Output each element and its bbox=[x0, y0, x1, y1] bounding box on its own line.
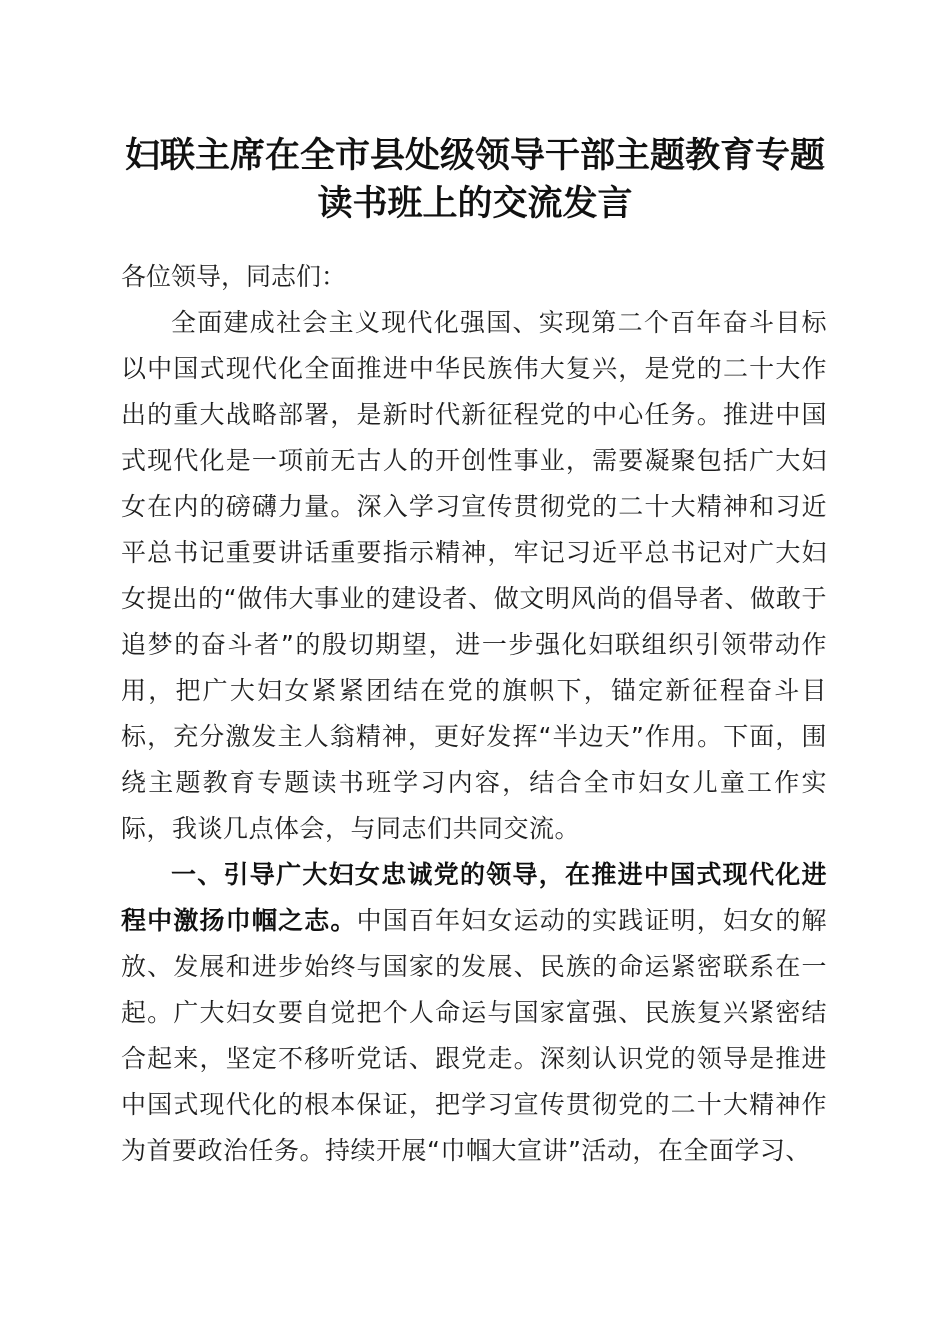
document-body bbox=[121, 254, 827, 1174]
section-1-paragraph bbox=[121, 852, 827, 1174]
intro-paragraph: 全面建成社会主义现代化强国、实现第二个百年奋斗目标以中国式现代化全面推进中华民族伟大复兴，是党的二十大作出的重大战略部署，是新时代新征程党的中心任务。推进中国式现代化是一项前无古人的开创性事业，需要凝聚包括广大妇女在内的磅礴力量。深入学习宣传贯彻党的二十大精神和习近平总书记重要讲话重要指示精神，牢记习近平总书记对广大妇女提出的“做伟大事业的建设者、做文明风尚的倡导者、做敢于追梦的奋斗者”的殷切期望，进一步强化妇联组织引领带动作用，把广大妇女紧紧团结在党的旗帜下，锚定新征程奋斗目标，充分激发主人翁精神，更好发挥“半边天”作用。下面，围绕主题教育专题读书班学习内容，结合全市妇女儿童工作实际，我谈几点体会，与同志们共同交流。 bbox=[121, 308, 827, 843]
section-1-text: 中国百年妇女运动的实践证明，妇女的解放、发展和进步始终与国家的发展、民族的命运紧密联系在一起。广大妇女要自觉把个人命运与国家富强、民族复兴紧密结合起来，坚定不移听党话、跟党走。深刻认识党的领导是推进中国式现代化的根本保证，把学习宣传贯彻党的二十大精神作为首要政治任务。持续开展“巾帼大宣讲”活动，在全面学习、 bbox=[121, 906, 827, 1165]
greeting: 各位领导，同志们： bbox=[121, 262, 347, 291]
title-line-2: 读书班上的交流发言 bbox=[317, 183, 633, 224]
document-title bbox=[90, 132, 860, 228]
title-line-1: 妇联主席在全市县处级领导干部主题教育专题 bbox=[124, 135, 825, 176]
section-1-heading: 一、引导广大妇女忠诚党的领导，在推进中国式现代化进程中激扬巾帼之志。 bbox=[121, 860, 827, 935]
